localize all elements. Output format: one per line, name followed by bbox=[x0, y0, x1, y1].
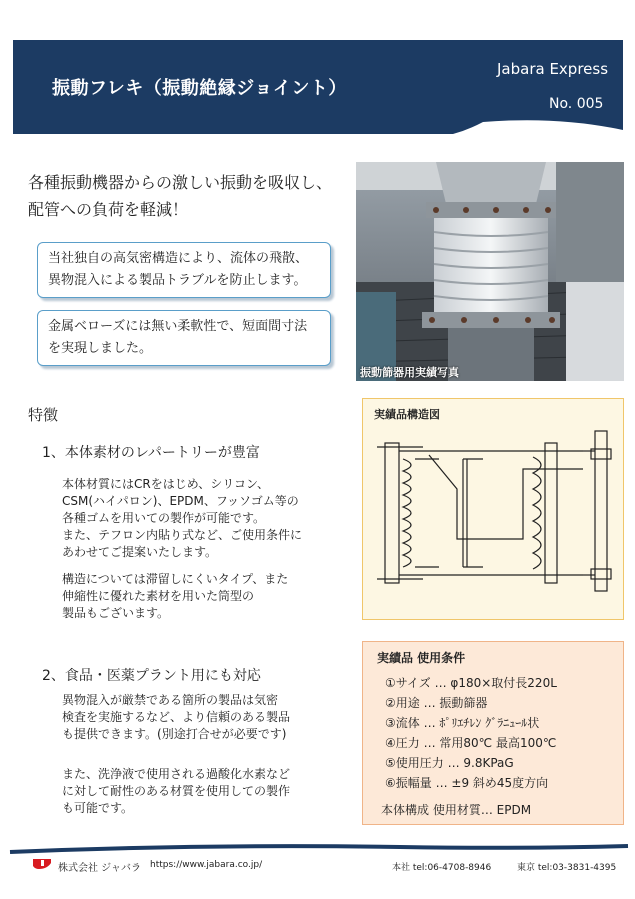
text-line: 検査を実施するなど、より信頼のある製品 bbox=[62, 710, 291, 724]
conditions-summary: 本体構成 使用材質… EPDM bbox=[381, 803, 532, 817]
condition-amplitude: ⑥振幅量 … ±9 斜め45度方向 bbox=[385, 776, 549, 790]
callout-line: 金属ベローズには無い柔軟性で、短面間寸法 bbox=[48, 319, 308, 334]
condition-use: ②用途 … 振動篩器 bbox=[385, 696, 488, 710]
text-line: また、テフロン内貼り式など、ご使用条件に bbox=[62, 528, 303, 542]
callout-line: 異物混入による製品トラブルを防止します。 bbox=[48, 273, 307, 288]
text-line: また、洗浄液で使用される過酸化水素など bbox=[62, 767, 291, 781]
company-url[interactable]: https://www.jabara.co.jp/ bbox=[150, 860, 263, 870]
text-line: 製品もございます。 bbox=[62, 606, 170, 620]
features-heading: 特徴 bbox=[28, 406, 59, 424]
headquarters-phone: 本社 tel:06-4708-8946 bbox=[392, 863, 492, 873]
condition-size: ①サイズ … φ180×取付長220L bbox=[385, 676, 557, 690]
condition-pressure: ⑤使用圧力 … 9.8KPaG bbox=[385, 756, 514, 770]
condition-fluid: ③流体 … ﾎﾟﾘｴﾁﾚﾝ ｸﾞﾗﾆｭｰﾙ状 bbox=[385, 716, 540, 730]
callout-line: を実現しました。 bbox=[48, 341, 153, 356]
company-name: 株式会社 ジャバラ bbox=[58, 863, 141, 874]
condition-temperature: ④圧力 … 常用80℃ 最高100℃ bbox=[385, 736, 557, 750]
diagram-title: 実績品構造図 bbox=[374, 408, 440, 421]
callout-airtight bbox=[37, 242, 331, 298]
callout-flexibility bbox=[37, 310, 331, 366]
feature-1-title: 1、本体素材のレパートリーが豊富 bbox=[42, 445, 260, 461]
feature-1-paragraph-2 bbox=[62, 571, 288, 622]
structure-diagram bbox=[363, 399, 623, 619]
text-line: 異物混入が厳禁である箇所の製品は気密 bbox=[62, 693, 279, 707]
text-line: 構造については滞留しにくいタイプ、また bbox=[62, 572, 289, 586]
issue-number: No. 005 bbox=[549, 96, 604, 112]
lead-line-2: 配管への負荷を軽減！ bbox=[28, 200, 189, 219]
feature-2-paragraph-2 bbox=[62, 766, 290, 817]
feature-1-paragraph-1 bbox=[62, 476, 302, 561]
photo-illustration bbox=[356, 162, 624, 381]
installation-photo bbox=[356, 162, 624, 381]
conditions-box bbox=[362, 641, 624, 825]
company-logo-icon bbox=[33, 857, 53, 871]
text-line: 伸縮性に優れた素材を用いた筒型の bbox=[62, 589, 255, 603]
text-line: も可能です。 bbox=[62, 801, 134, 815]
photo-caption: 振動篩器用実績写真 bbox=[360, 366, 459, 379]
page-title: 振動フレキ（振動絶縁ジョイント） bbox=[52, 78, 347, 99]
text-line: も提供できます。(別途打合せが必要です) bbox=[62, 727, 287, 741]
lead-line-1: 各種振動機器からの激しい振動を吸収し、 bbox=[28, 173, 333, 192]
conditions-title: 実績品 使用条件 bbox=[377, 651, 466, 665]
text-line: 各種ゴムを用いての製作が可能です。 bbox=[62, 511, 266, 525]
feature-2-paragraph-1 bbox=[62, 692, 290, 743]
text-line: 本体材質にはCRをはじめ、シリコン、 bbox=[62, 477, 270, 491]
footer-rule bbox=[0, 840, 635, 858]
callout-line: 当社独自の高気密構造により、流体の飛散、 bbox=[48, 251, 309, 266]
text-line: に対して耐性のある材質を使用しての製作 bbox=[62, 784, 291, 798]
tokyo-phone: 東京 tel:03-3831-4395 bbox=[517, 863, 617, 873]
text-line: CSM(ハイパロン)、EPDM、フッソゴム等の bbox=[62, 494, 299, 508]
brand-name: Jabara Express bbox=[497, 60, 609, 78]
structure-diagram-box bbox=[362, 398, 624, 620]
feature-2-title: 2、食品・医薬プラント用にも対応 bbox=[42, 668, 261, 684]
text-line: あわせてご提案いたします。 bbox=[62, 545, 218, 559]
